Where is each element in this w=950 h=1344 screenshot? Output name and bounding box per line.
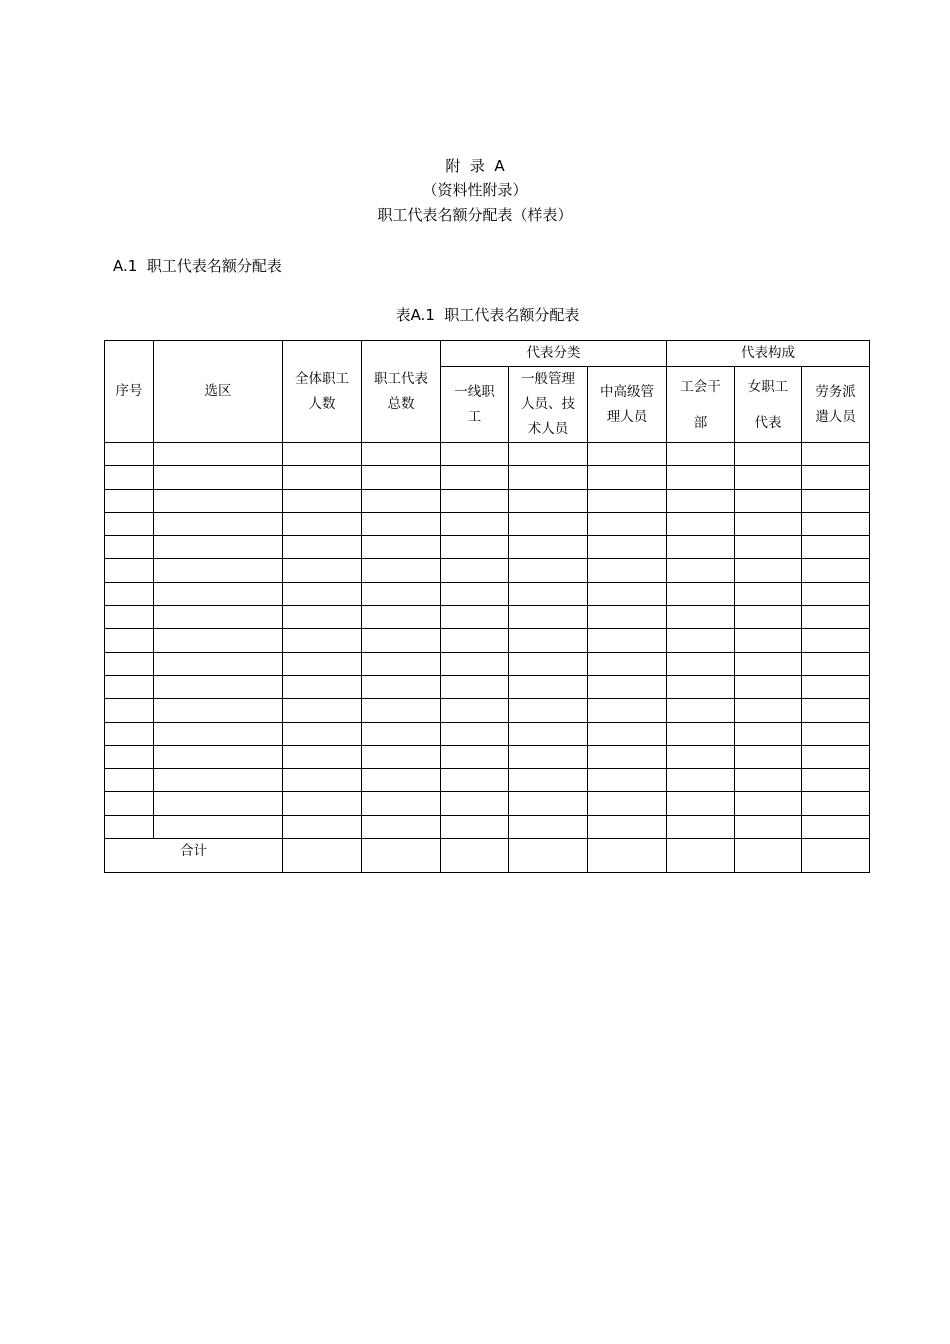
table-cell: [667, 629, 735, 652]
table-cell: [735, 559, 802, 582]
table-cell: [283, 512, 362, 535]
table-cell: [588, 722, 667, 745]
table-cell: [105, 699, 154, 722]
table-cell: [441, 675, 509, 698]
table-cell: [154, 675, 283, 698]
table-cell: [362, 745, 441, 768]
table-cell: [105, 745, 154, 768]
table-cell: [105, 629, 154, 652]
table-cell: [441, 489, 509, 512]
table-cell: [588, 629, 667, 652]
table-cell: [802, 443, 870, 466]
table-cell: [509, 606, 588, 629]
table-cell: [105, 443, 154, 466]
total-cell: [588, 839, 667, 873]
table-cell: [588, 582, 667, 605]
table-row: [105, 722, 870, 745]
header-district: 选区: [154, 341, 283, 443]
table-cell: [735, 745, 802, 768]
table-cell: [588, 652, 667, 675]
table-cell: [509, 722, 588, 745]
table-cell: [283, 629, 362, 652]
table-cell: [802, 466, 870, 489]
table-caption: 表A.1 职工代表名额分配表: [395, 306, 580, 324]
table-cell: [588, 512, 667, 535]
table-cell: [362, 815, 441, 838]
table-cell: [509, 745, 588, 768]
table-cell: [362, 699, 441, 722]
table-cell: [735, 675, 802, 698]
table-cell: [283, 536, 362, 559]
table-cell: [283, 466, 362, 489]
table-cell: [105, 652, 154, 675]
header-senior: 中高级管 理人员: [588, 367, 667, 443]
table-cell: [362, 582, 441, 605]
table-row: [105, 652, 870, 675]
table-cell: [441, 652, 509, 675]
table-cell: [735, 722, 802, 745]
total-row: [105, 839, 870, 873]
table-cell: [362, 652, 441, 675]
header-total-staff: 全体职工 人数: [283, 341, 362, 443]
table-cell: [362, 489, 441, 512]
table-cell: [154, 512, 283, 535]
table-cell: [802, 512, 870, 535]
header-total-reps: 职工代表 总数: [362, 341, 441, 443]
table-cell: [735, 582, 802, 605]
table-cell: [735, 606, 802, 629]
total-cell: [441, 839, 509, 873]
header-row-1: [105, 341, 870, 367]
table-cell: [154, 629, 283, 652]
table-row: [105, 792, 870, 815]
table-cell: [735, 652, 802, 675]
table-cell: [283, 652, 362, 675]
table-cell: [802, 536, 870, 559]
header-composition-group: 代表构成: [667, 341, 870, 367]
quota-table: [104, 340, 870, 873]
total-label: 合计: [105, 839, 283, 873]
table-cell: [154, 652, 283, 675]
table-row: [105, 606, 870, 629]
table-cell: [105, 489, 154, 512]
header-dispatched: 劳务派 遣人员: [802, 367, 870, 443]
table-cell: [441, 769, 509, 792]
table-cell: [362, 792, 441, 815]
table-cell: [283, 815, 362, 838]
table-cell: [154, 489, 283, 512]
table-cell: [105, 769, 154, 792]
table-cell: [283, 489, 362, 512]
table-cell: [667, 512, 735, 535]
table-cell: [441, 745, 509, 768]
table-cell: [667, 722, 735, 745]
header-frontline: 一线职 工: [441, 367, 509, 443]
table-cell: [588, 489, 667, 512]
table-row: [105, 769, 870, 792]
header-seq: 序号: [105, 341, 154, 443]
table-cell: [667, 536, 735, 559]
table-cell: [154, 722, 283, 745]
table-row: [105, 745, 870, 768]
table-cell: [588, 466, 667, 489]
table-cell: [667, 606, 735, 629]
table-cell: [735, 815, 802, 838]
table-cell: [441, 722, 509, 745]
table-cell: [441, 536, 509, 559]
table-cell: [441, 466, 509, 489]
table-cell: [509, 536, 588, 559]
table-cell: [735, 699, 802, 722]
table-cell: [105, 815, 154, 838]
table-cell: [509, 466, 588, 489]
table-cell: [154, 443, 283, 466]
table-cell: [283, 443, 362, 466]
table-cell: [802, 699, 870, 722]
table-cell: [509, 629, 588, 652]
table-cell: [802, 489, 870, 512]
table-cell: [667, 769, 735, 792]
total-cell: [802, 839, 870, 873]
table-cell: [802, 792, 870, 815]
table-row: [105, 582, 870, 605]
table-cell: [588, 699, 667, 722]
table-cell: [441, 699, 509, 722]
table-cell: [588, 606, 667, 629]
table-cell: [509, 792, 588, 815]
table-cell: [105, 536, 154, 559]
table-cell: [509, 769, 588, 792]
table-cell: [667, 466, 735, 489]
table-cell: [667, 652, 735, 675]
table-cell: [667, 815, 735, 838]
table-cell: [509, 815, 588, 838]
table-cell: [154, 559, 283, 582]
table-cell: [735, 512, 802, 535]
table-cell: [588, 792, 667, 815]
table-cell: [441, 606, 509, 629]
table-cell: [667, 792, 735, 815]
table-cell: [735, 792, 802, 815]
table-cell: [441, 559, 509, 582]
table-cell: [802, 815, 870, 838]
header-female: 女职工 代表: [735, 367, 802, 443]
table-row: [105, 559, 870, 582]
table-cell: [362, 443, 441, 466]
table-cell: [802, 745, 870, 768]
header-management: 一般管理 人员、技 术人员: [509, 367, 588, 443]
table-cell: [362, 769, 441, 792]
table-cell: [802, 769, 870, 792]
table-cell: [588, 745, 667, 768]
table-cell: [509, 559, 588, 582]
appendix-title: 附 录 A: [445, 157, 505, 175]
table-cell: [441, 443, 509, 466]
table-cell: [105, 606, 154, 629]
table-cell: [735, 536, 802, 559]
table-cell: [509, 675, 588, 698]
table-cell: [802, 559, 870, 582]
table-cell: [283, 792, 362, 815]
table-cell: [588, 559, 667, 582]
table-cell: [667, 582, 735, 605]
table-cell: [802, 629, 870, 652]
table-cell: [362, 629, 441, 652]
table-cell: [154, 792, 283, 815]
table-cell: [362, 722, 441, 745]
table-cell: [802, 606, 870, 629]
table-cell: [105, 582, 154, 605]
table-cell: [154, 769, 283, 792]
table-body: [105, 443, 870, 873]
table-row: [105, 443, 870, 466]
table-cell: [588, 675, 667, 698]
table-row: [105, 536, 870, 559]
total-cell: [735, 839, 802, 873]
table-cell: [735, 466, 802, 489]
table-cell: [802, 582, 870, 605]
total-cell: [283, 839, 362, 873]
table-cell: [105, 512, 154, 535]
table-cell: [283, 675, 362, 698]
table-cell: [735, 769, 802, 792]
table-cell: [154, 815, 283, 838]
table-cell: [735, 443, 802, 466]
table-cell: [105, 559, 154, 582]
table-cell: [509, 699, 588, 722]
table-cell: [154, 699, 283, 722]
table-cell: [667, 745, 735, 768]
table-cell: [588, 815, 667, 838]
table-cell: [154, 582, 283, 605]
table-cell: [362, 466, 441, 489]
table-cell: [667, 675, 735, 698]
section-heading: A.1 职工代表名额分配表: [113, 257, 282, 275]
table-cell: [154, 606, 283, 629]
appendix-name: 职工代表名额分配表（样表）: [377, 206, 573, 224]
table-cell: [105, 722, 154, 745]
table-row: [105, 629, 870, 652]
table-cell: [283, 606, 362, 629]
table-cell: [154, 745, 283, 768]
header-union-cadre: 工会干 部: [667, 367, 735, 443]
table-cell: [362, 512, 441, 535]
appendix-subtitle: （资料性附录）: [422, 181, 528, 199]
table-cell: [802, 722, 870, 745]
table-row: [105, 815, 870, 838]
table-cell: [283, 699, 362, 722]
table-cell: [105, 675, 154, 698]
table-cell: [283, 559, 362, 582]
table-cell: [509, 489, 588, 512]
total-cell: [362, 839, 441, 873]
table-cell: [441, 629, 509, 652]
table-cell: [667, 559, 735, 582]
table-cell: [509, 443, 588, 466]
table-cell: [362, 559, 441, 582]
table-cell: [283, 722, 362, 745]
table-cell: [735, 629, 802, 652]
table-cell: [105, 792, 154, 815]
total-cell: [509, 839, 588, 873]
table-cell: [362, 536, 441, 559]
table-cell: [283, 769, 362, 792]
table-cell: [154, 536, 283, 559]
table-cell: [509, 512, 588, 535]
table-row: [105, 489, 870, 512]
table-cell: [362, 606, 441, 629]
header-category-group: 代表分类: [441, 341, 667, 367]
table-cell: [283, 745, 362, 768]
table-cell: [588, 769, 667, 792]
table-cell: [509, 652, 588, 675]
table-cell: [105, 466, 154, 489]
table-row: [105, 675, 870, 698]
table-cell: [802, 652, 870, 675]
table-cell: [362, 675, 441, 698]
table-row: [105, 512, 870, 535]
table-cell: [588, 536, 667, 559]
table-cell: [588, 443, 667, 466]
table-cell: [441, 815, 509, 838]
table-cell: [283, 582, 362, 605]
table-cell: [667, 489, 735, 512]
table-cell: [667, 443, 735, 466]
table-cell: [441, 582, 509, 605]
table-cell: [441, 512, 509, 535]
table-row: [105, 699, 870, 722]
table-cell: [154, 466, 283, 489]
table-cell: [441, 792, 509, 815]
table-cell: [667, 699, 735, 722]
table-cell: [509, 582, 588, 605]
total-cell: [667, 839, 735, 873]
table-cell: [802, 675, 870, 698]
table-row: [105, 466, 870, 489]
table-cell: [735, 489, 802, 512]
